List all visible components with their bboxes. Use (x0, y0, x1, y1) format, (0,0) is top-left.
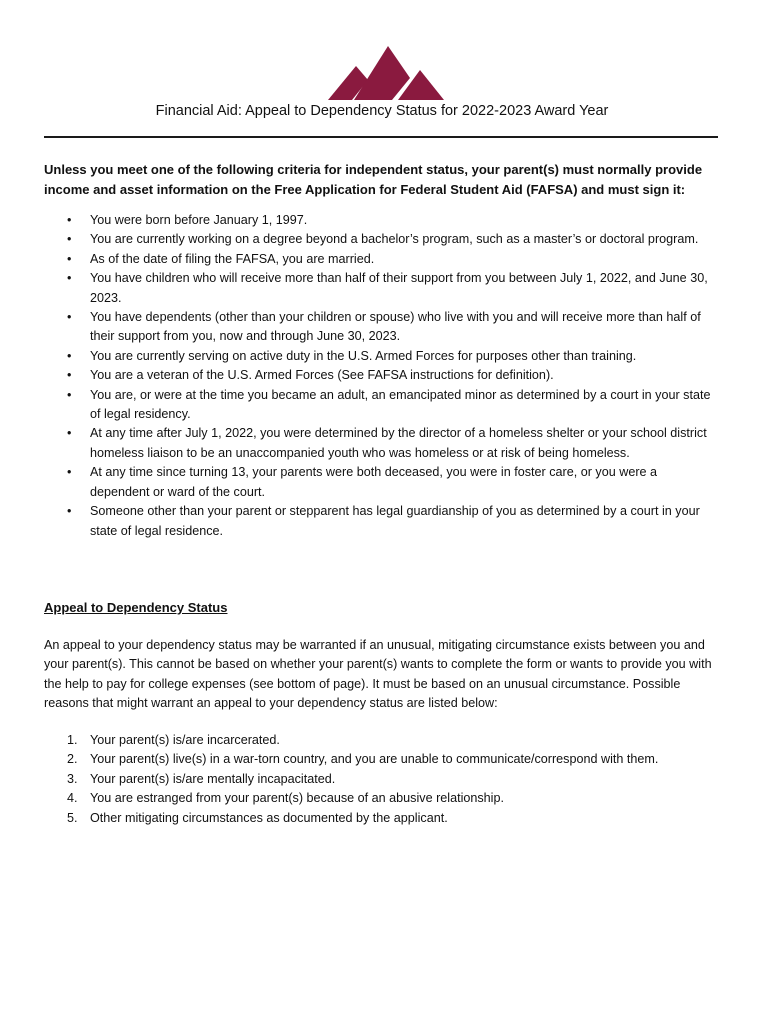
list-item (44, 347, 720, 366)
criterion-text: You have dependents (other than your children or spouse) who live with you and will receive more than half of their support from you, now and through June 30, 2023. (90, 310, 701, 344)
bullet-icon: • (67, 271, 72, 286)
criterion-text: You are currently working on a degree beyond a bachelor’s program, such as a master’s or doctoral program. (90, 232, 699, 247)
list-item (44, 250, 720, 269)
independent-criteria-list (44, 211, 720, 541)
list-item (44, 308, 720, 347)
criterion-text: You are a veteran of the U.S. Armed Forces (See FAFSA instructions for definition). (90, 368, 554, 383)
intro-paragraph: Unless you meet one of the following criteria for independent status, your parent(s) must normally provide income and asset information on the Free Application for Federal Student Aid (FAFSA) and must sign it: (44, 162, 703, 197)
list-item (44, 424, 720, 463)
criterion-text: Someone other than your parent or stepparent has legal guardianship of you as determined by a court in your state of legal residence. (90, 504, 700, 538)
bullet-icon: • (67, 426, 72, 441)
list-number: 4. (67, 791, 78, 806)
list-number: 1. (67, 733, 78, 747)
list-item (44, 750, 720, 769)
appeal-section-heading: Appeal to Dependency Status (44, 600, 228, 615)
criterion-text: You are, or were at the time you became an adult, an emancipated minor as determined by a court in your state of legal residency. (90, 387, 711, 422)
list-item (44, 211, 720, 230)
criterion-text: You were born before January 1, 1997. (90, 213, 308, 227)
list-item (44, 502, 720, 541)
reason-text: Your parent(s) live(s) in a war-torn country, and you are unable to communicate/correspond with them. (90, 752, 659, 767)
reason-text: You are estranged from your parent(s) because of an abusive relationship. (90, 791, 504, 806)
title-divider (44, 136, 718, 138)
list-item (44, 269, 720, 308)
criterion-text: You are currently serving on active duty in the U.S. Armed Forces for purposes other than training. (90, 348, 637, 363)
bullet-icon: • (67, 310, 72, 325)
bullet-icon: • (67, 465, 72, 480)
bullet-icon: • (67, 368, 72, 383)
mountain-logo-icon (328, 44, 444, 100)
list-item (44, 386, 720, 425)
criterion-text: At any time since turning 13, your parents were both deceased, you were in foster care, or you were a dependent or ward of the court. (90, 465, 658, 499)
list-number: 3. (67, 771, 78, 786)
criterion-text: At any time after July 1, 2022, you were determined by the director of a homeless shelter or your school district homeless liaison to be an unaccompanied youth who was homeless or at risk of being homeless. (90, 426, 707, 460)
reason-text: Your parent(s) is/are incarcerated. (90, 733, 280, 747)
list-number: 2. (67, 752, 78, 767)
list-item (44, 463, 720, 502)
criterion-text: You have children who will receive more than half of their support from you between July 1, 2022, and June 30, 2023. (90, 271, 708, 305)
logo-center-peak (354, 46, 410, 100)
bullet-icon: • (67, 232, 72, 247)
reason-text: Your parent(s) is/are mentally incapacitated. (90, 771, 336, 786)
appeal-reasons-list (44, 731, 720, 828)
bullet-icon: • (67, 387, 72, 402)
bullet-icon: • (67, 213, 72, 227)
bullet-icon: • (67, 348, 72, 363)
appeal-paragraph: An appeal to your dependency status may be warranted if an unusual, mitigating circumstance exists between you and your parent(s). This cannot be based on whether your parent(s) wants to complete the form or wants to provide you with the help to pay for college expenses (see bottom of page). It must be based on an unusual circumstance. Possible reasons that might warrant an appeal to your dependency status are listed below: (44, 638, 712, 710)
bullet-icon: • (67, 251, 72, 266)
list-number: 5. (67, 810, 78, 825)
bullet-icon: • (67, 504, 72, 519)
list-item (44, 770, 720, 789)
page-title: Financial Aid: Appeal to Dependency Status for 2022-2023 Award Year (155, 103, 609, 119)
reason-text: Other mitigating circumstances as documented by the applicant. (90, 810, 448, 825)
list-item (44, 366, 720, 385)
list-item (44, 809, 720, 828)
list-item (44, 731, 720, 750)
criterion-text: As of the date of filing the FAFSA, you are married. (90, 251, 375, 266)
list-item (44, 789, 720, 808)
list-item (44, 230, 720, 249)
